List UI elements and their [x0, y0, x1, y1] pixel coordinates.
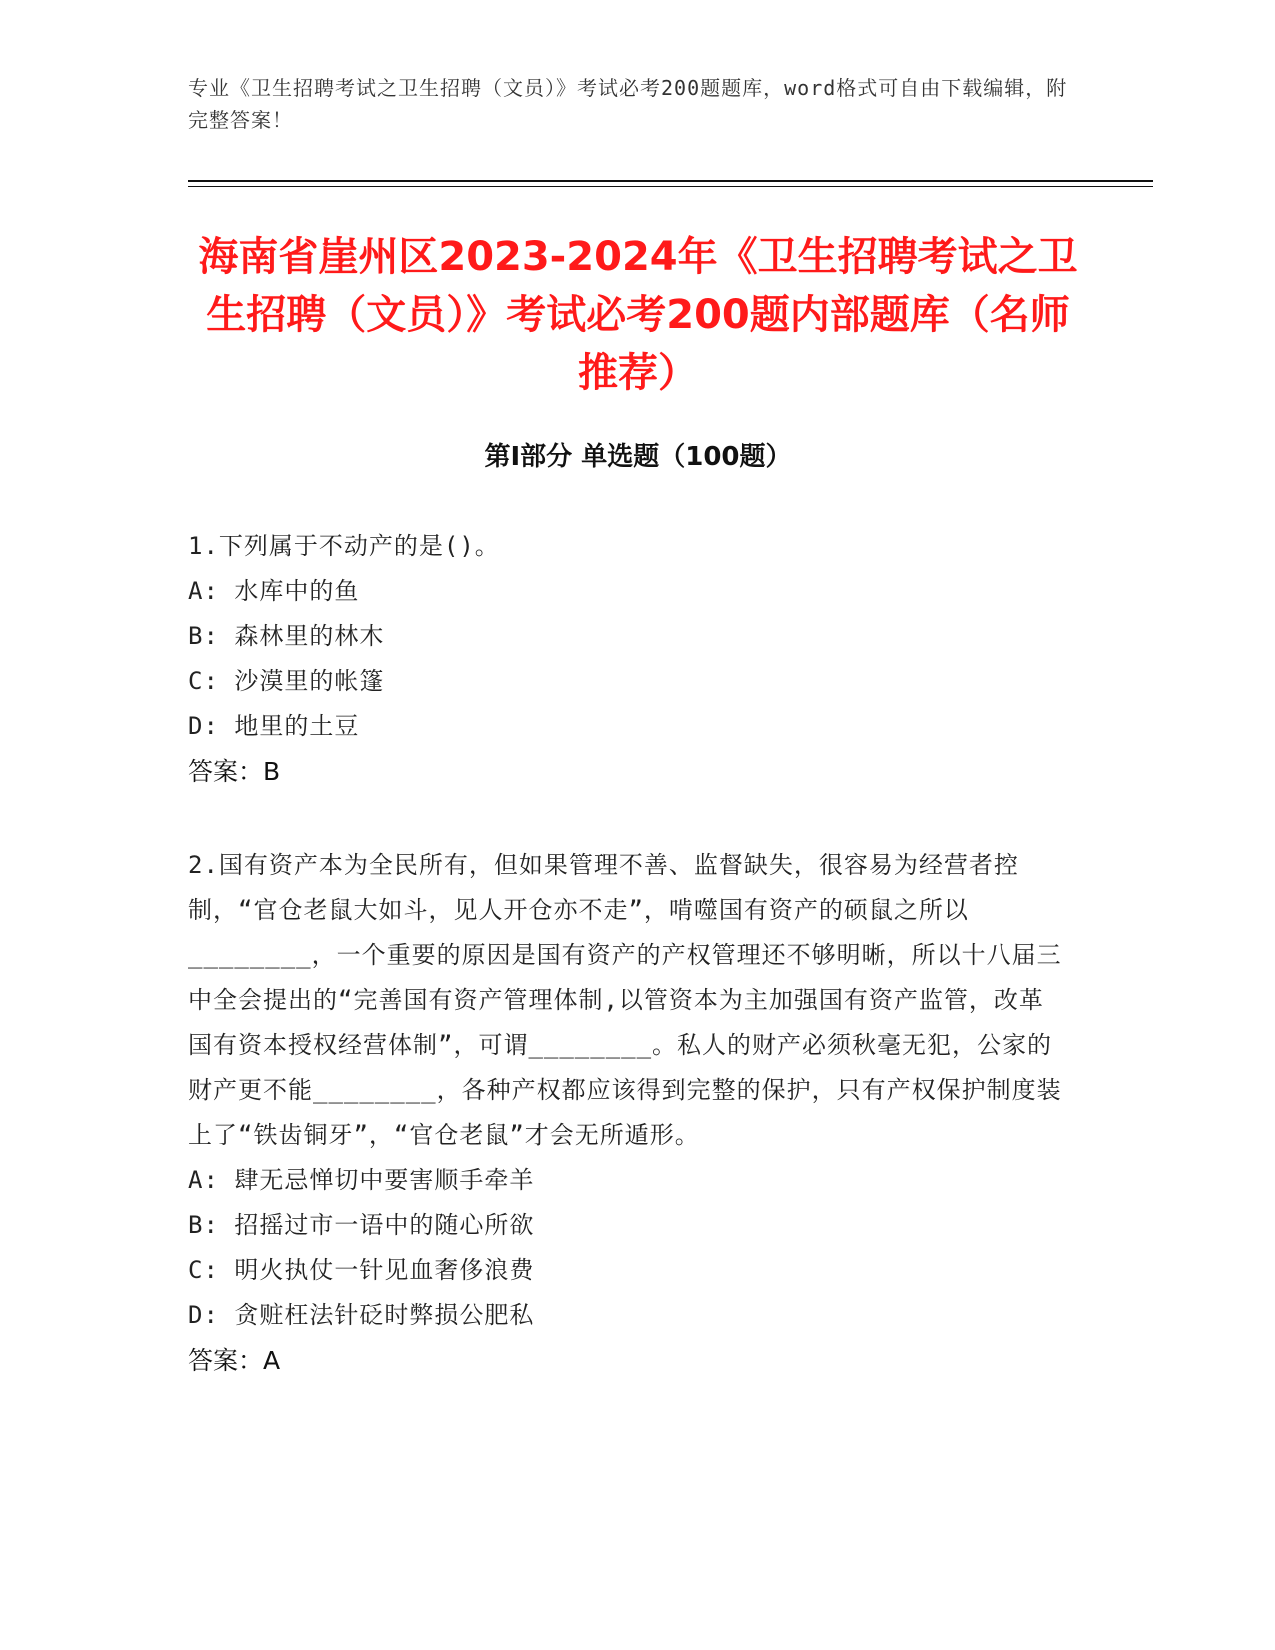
section-heading: 第I部分 单选题（100题）: [484, 442, 792, 472]
question-stem: 1.下列属于不动产的是()。: [188, 532, 500, 560]
document-title: 海南省崖州区2023-2024年《卫生招聘考试之卫生招聘（文员）》考试必考200题内部题库（名师推荐）: [198, 234, 1078, 396]
option-b: B: 招摇过市一语中的随心所欲: [188, 1211, 535, 1239]
option-c: C: 明火执仗一针见血奢侈浪费: [188, 1256, 535, 1284]
answer: 答案：B: [188, 757, 281, 786]
option-d: D: 地里的土豆: [188, 712, 360, 740]
header-rule-thin: [188, 186, 1153, 187]
option-a: A: 肆无忌惮切中要害顺手牵羊: [188, 1166, 535, 1194]
answer: 答案：A: [188, 1346, 281, 1375]
option-d: D: 贪赃枉法针砭时弊损公肥私: [188, 1301, 535, 1329]
question-2: [188, 843, 1068, 1383]
option-a: A: 水库中的鱼: [188, 577, 360, 605]
option-c: C: 沙漠里的帐篷: [188, 667, 385, 695]
header-rule-thick: [188, 180, 1153, 182]
option-b: B: 森林里的林木: [188, 622, 385, 650]
header-note: 专业《卫生招聘考试之卫生招聘（文员）》考试必考200题题库，word格式可自由下载编辑，附完整答案！: [188, 76, 1068, 132]
question-stem: 2.国有资产本为全民所有，但如果管理不善、监督缺失，很容易为经营者控制，“官仓老鼠大如斗，见人开仓亦不走”，啃噬国有资产的硕鼠之所以________，一个重要的原因是国有资产的产权管理还不够明晰，所以十八届三中全会提出的“完善国有资产管理体制,以管资本为主加强国有资产监管，改革国有资本授权经营体制”，可谓________。私人的财产必须秋毫无犯，公家的财产更不能________，各种产权都应该得到完整的保护，只有产权保护制度装上了“铁齿铜牙”，“官仓老鼠”才会无所遁形。: [188, 851, 1062, 1149]
question-1: [188, 524, 1068, 794]
